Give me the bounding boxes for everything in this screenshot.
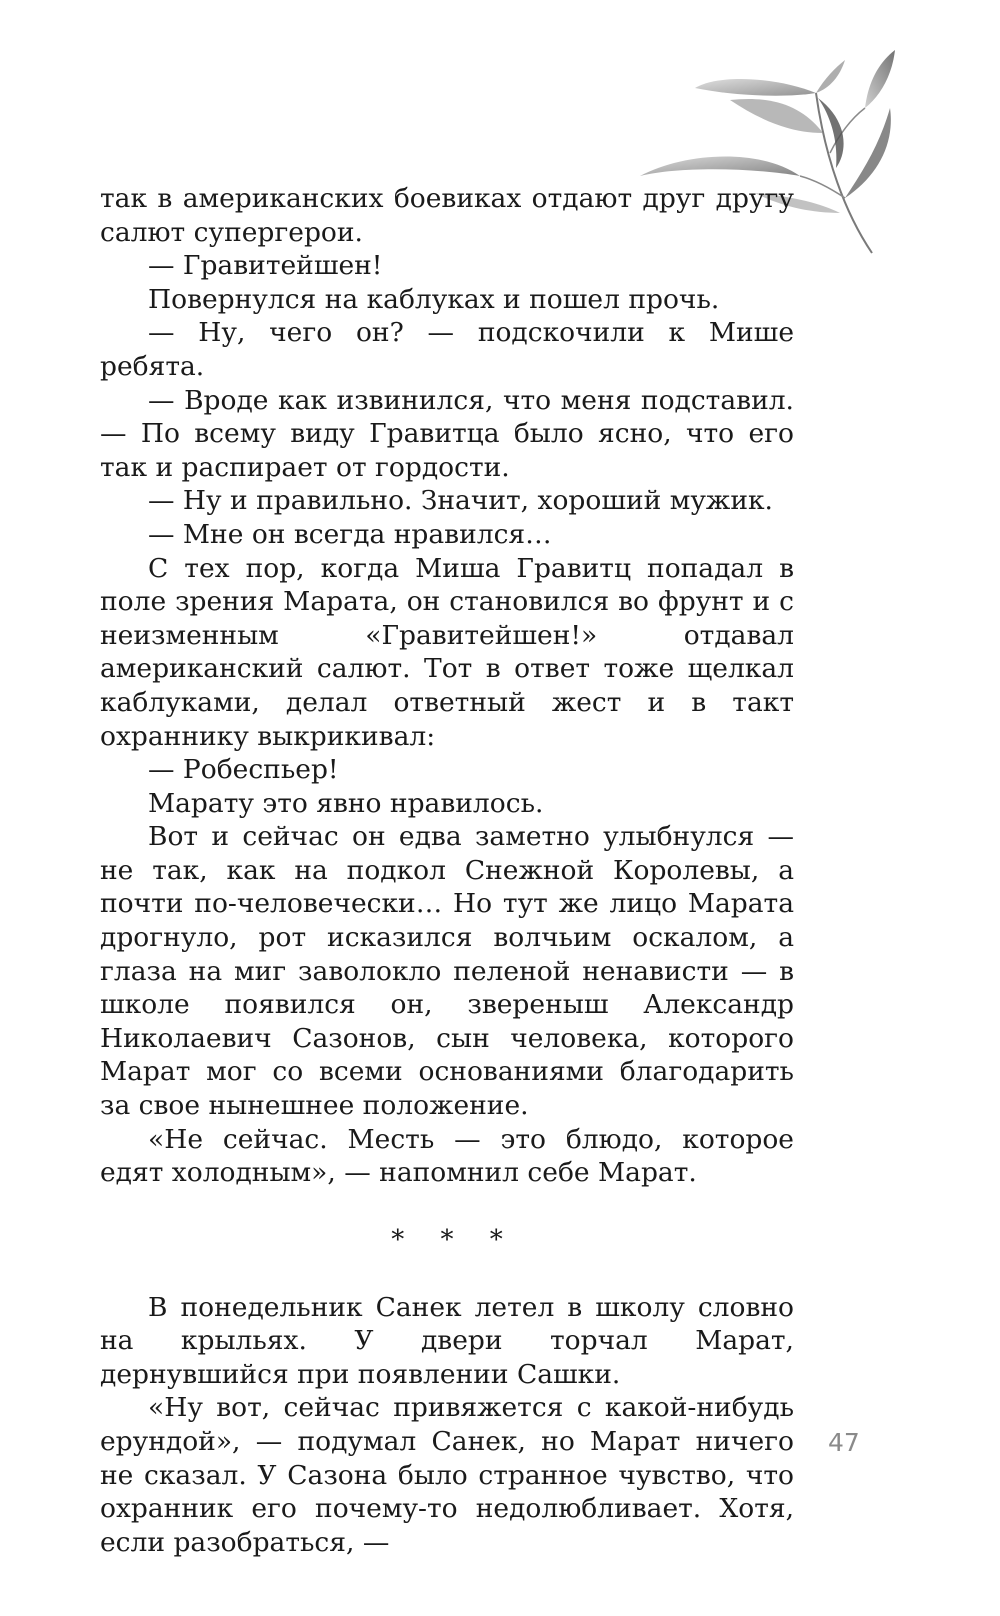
paragraph: — Ну и правильно. Значит, хороший мужик. (148, 485, 773, 517)
paragraph: Марату это явно нравилось. (148, 787, 544, 819)
paragraph: — Гравитейшен! (148, 250, 383, 282)
page-number: 47 (828, 1428, 860, 1457)
section-separator: * * * (391, 1224, 517, 1255)
paragraph: С тех пор, когда Миша Гравитц попадал в поле зрения Марата, он становился во фрунт и с неизменным «Гравитейшен!» отдавал американский салют. Тот в ответ тоже щелкал каблуками, делал ответный жест и в такт охраннику выкрикивал: (100, 552, 794, 752)
paragraph: — Вроде как извинился, что меня подставил. — По всему виду Гравитца было ясно, что его так и распирает от гордости. (100, 384, 794, 483)
paragraph: «Ну вот, сейчас привяжется с какой-нибудь ерундой», — подумал Санек, но Марат ничего не сказал. У Сазона было странное чувство, что охранник его почему-то недолюбливает. Хотя, если разобраться, — (100, 1392, 794, 1558)
paragraph: «Не сейчас. Месть — это блюдо, которое едят холодным», — напомнил себе Марат. (100, 1123, 794, 1189)
paragraph: Повернулся на каблуках и пошел прочь. (148, 283, 720, 315)
paragraph: — Ну, чего он? — подскочили к Мише ребята. (100, 317, 794, 382)
paragraph: — Мне он всегда нравился… (148, 518, 552, 550)
body-text (100, 182, 794, 1559)
paragraph: так в американских боевиках отдают друг другу салют супергерои. (100, 183, 794, 248)
paragraph: Вот и сейчас он едва заметно улыбнулся — не так, как на подкол Снежной Королевы, а почти по-человечески… Но тут же лицо Марата дрогнуло, рот исказился волчьим оскалом, а глаза на миг заволокло пеленой ненависти — в школе появился он, звереныш Александр Николаевич Сазонов, сын человека, которого Марат мог со всеми основаниями благодарить за свое нынешнее положение. (100, 821, 794, 1122)
paragraph: — Робеспьер! (148, 754, 339, 786)
paragraph: В понедельник Санек летел в школу словно на крыльях. У двери торчал Марат, дернувшийся при появлении Сашки. (100, 1291, 794, 1390)
